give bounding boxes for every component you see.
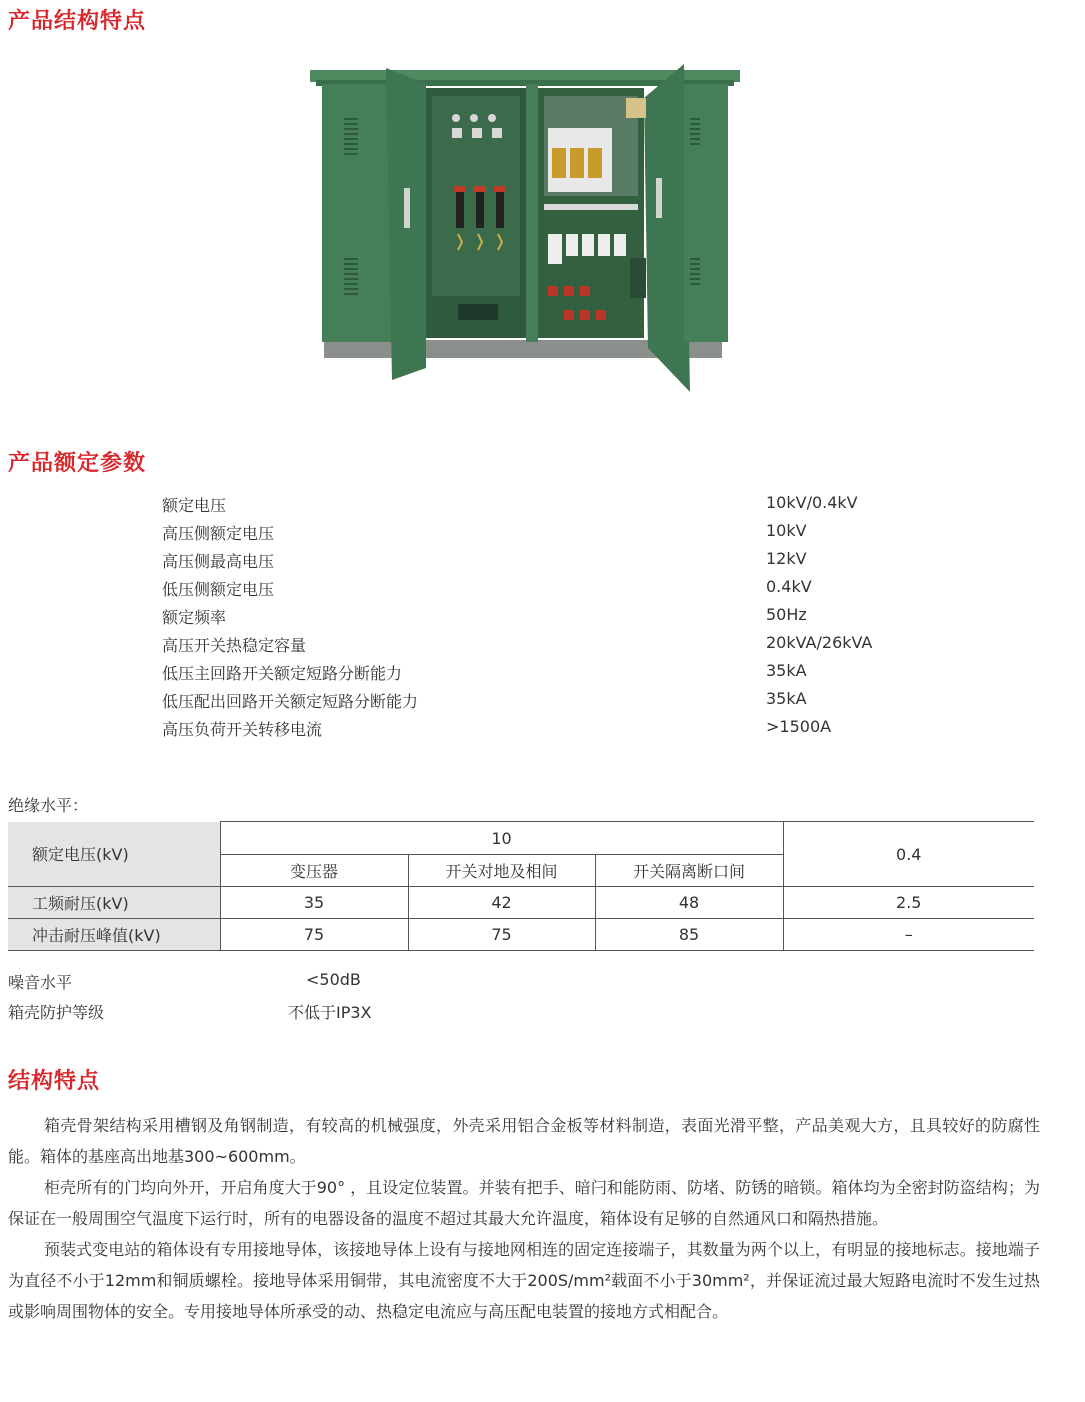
param-value: 12kV bbox=[766, 549, 807, 568]
param-label: 高压开关热稳定容量 bbox=[162, 636, 307, 655]
param-row bbox=[162, 659, 922, 687]
table-cell: 75 bbox=[408, 919, 595, 951]
param-label: 额定频率 bbox=[162, 608, 227, 627]
param-label: 高压侧额定电压 bbox=[162, 524, 275, 543]
noise-level-row bbox=[8, 970, 361, 993]
param-value: 50Hz bbox=[766, 605, 807, 624]
param-row bbox=[162, 547, 922, 575]
rated-params-list bbox=[162, 491, 922, 743]
table-row bbox=[8, 919, 1034, 951]
table-cell: 85 bbox=[595, 919, 783, 951]
noise-level-value: <50dB bbox=[306, 970, 361, 989]
table-cell: – bbox=[783, 919, 1034, 951]
table-cell: 2.5 bbox=[783, 887, 1034, 919]
section-heading-product-structure: 产品结构特点 bbox=[8, 9, 147, 34]
subcol-header: 开关隔离断口间 bbox=[595, 855, 783, 887]
table-cell: 48 bbox=[595, 887, 783, 919]
param-row bbox=[162, 519, 922, 547]
insulation-level-label: 绝缘水平： bbox=[8, 796, 89, 815]
param-label: 额定电压 bbox=[162, 496, 227, 515]
substation-cabinet-image bbox=[308, 58, 748, 398]
param-label: 低压侧额定电压 bbox=[162, 580, 275, 599]
enclosure-protection-value: 不低于IP3X bbox=[288, 1003, 372, 1022]
param-row bbox=[162, 715, 922, 743]
param-value: 35kA bbox=[766, 689, 807, 708]
param-value: 0.4kV bbox=[766, 577, 812, 596]
section-heading-structure-features: 结构特点 bbox=[8, 1069, 101, 1094]
group-header-10: 10 bbox=[220, 822, 783, 855]
param-row bbox=[162, 687, 922, 715]
enclosure-protection-row bbox=[8, 1000, 372, 1023]
param-label: 高压负荷开关转移电流 bbox=[162, 720, 323, 739]
param-value: 35kA bbox=[766, 661, 807, 680]
param-label: 低压配出回路开关额定短路分断能力 bbox=[162, 692, 419, 711]
row-header: 工频耐压(kV) bbox=[8, 887, 220, 919]
paragraph: 预装式变电站的箱体设有专用接地导体，该接地导体上设有与接地网相连的固定连接端子，其数量为两个以上，有明显的接地标志。接地端子为直径不小于12mm和铜质螺栓。接地导体采用铜带，其电流密度不大于200S/mm²载面不小于30mm²，并保证流过最大短路电流时不发生过热或影响周围物体的安全。专用接地导体所承受的动、热稳定电流应与高压配电装置的接地方式相配合。 bbox=[8, 1240, 1040, 1321]
param-row bbox=[162, 631, 922, 659]
paragraph: 柜壳所有的门均向外开，开启角度大于90° ，且设定位装置。并装有把手、暗闩和能防雨、防堵、防锈的暗锁。箱体均为全密封防盗结构；为保证在一般周围空气温度下运行时，所有的电器设备的温度不超过其最大允许温度，箱体设有足够的自然通风口和隔热措施。 bbox=[8, 1178, 1040, 1228]
table-row bbox=[8, 887, 1034, 919]
noise-level-label: 噪音水平 bbox=[8, 973, 73, 992]
param-row bbox=[162, 575, 922, 603]
param-value: 10kV bbox=[766, 521, 807, 540]
param-row bbox=[162, 603, 922, 631]
table-row bbox=[8, 822, 1034, 855]
param-row bbox=[162, 491, 922, 519]
insulation-table bbox=[8, 821, 1034, 951]
subcol-header: 开关对地及相间 bbox=[408, 855, 595, 887]
param-value: 20kVA/26kVA bbox=[766, 633, 873, 652]
param-label: 低压主回路开关额定短路分断能力 bbox=[162, 664, 403, 683]
structure-features-text bbox=[8, 1110, 1040, 1327]
enclosure-protection-label: 箱壳防护等级 bbox=[8, 1003, 105, 1022]
subcol-header: 变压器 bbox=[220, 855, 408, 887]
table-cell: 75 bbox=[220, 919, 408, 951]
table-cell: 42 bbox=[408, 887, 595, 919]
section-heading-rated-params: 产品额定参数 bbox=[8, 451, 147, 476]
param-label: 高压侧最高电压 bbox=[162, 552, 275, 571]
row-header: 冲击耐压峰值(kV) bbox=[8, 919, 220, 951]
rated-voltage-header: 额定电压(kV) bbox=[8, 822, 220, 887]
param-value: 10kV/0.4kV bbox=[766, 493, 858, 512]
paragraph: 箱壳骨架结构采用槽钢及角钢制造，有较高的机械强度，外壳采用铝合金板等材料制造，表面光滑平整，产品美观大方，且具较好的防腐性能。箱体的基座高出地基300~600mm。 bbox=[8, 1116, 1040, 1166]
table-cell: 35 bbox=[220, 887, 408, 919]
group-header-04: 0.4 bbox=[783, 822, 1034, 887]
param-value: >1500A bbox=[766, 717, 832, 736]
